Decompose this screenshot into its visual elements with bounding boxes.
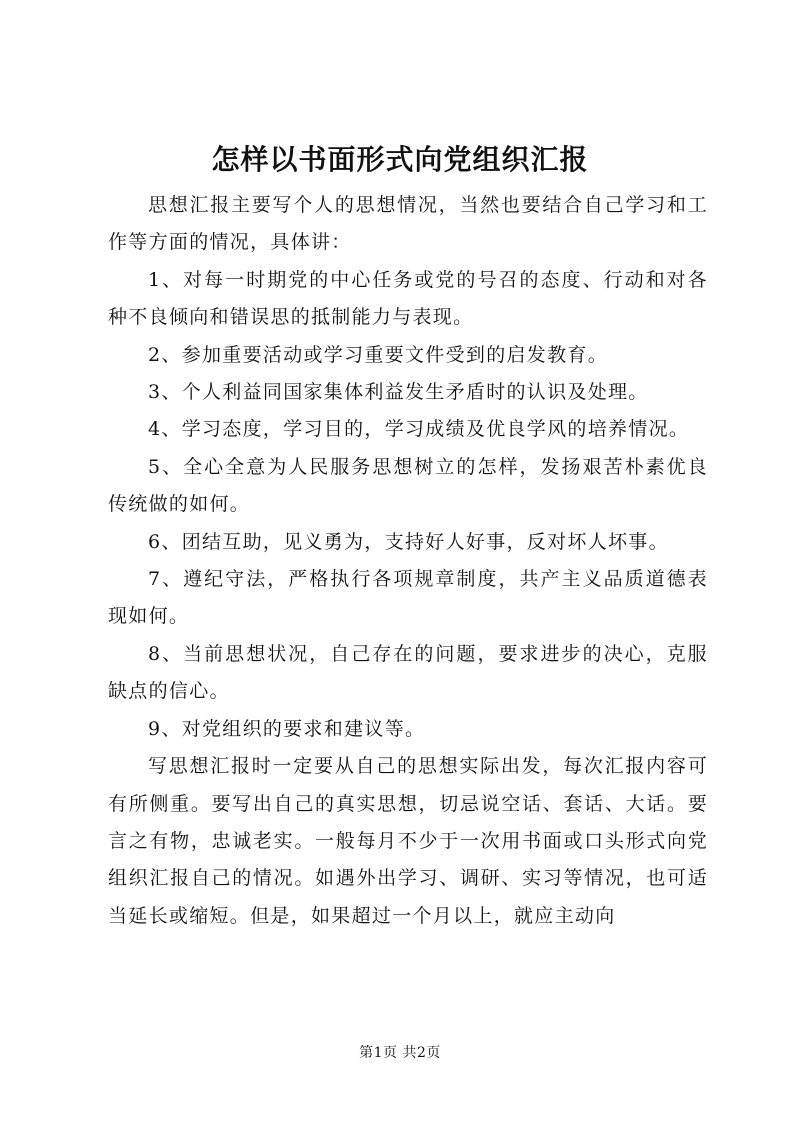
- list-item-4: 4、学习态度，学习目的，学习成绩及优良学风的培养情况。: [148, 418, 690, 441]
- list-item-2: 2、参加重要活动或学习重要文件受到的启发教育。: [148, 343, 608, 366]
- list-item-3: 3、个人利益同国家集体利益发生矛盾时的认识及处理。: [148, 381, 649, 404]
- paragraph-intro: 思想汇报主要写个人的思想情况，当然也要结合自己学习和工作等方面的情况，具体讲：: [108, 194, 708, 254]
- list-item-9: 9、对党组织的要求和建议等。: [148, 717, 426, 740]
- list-item-1: 1、对每一时期党的中心任务或党的号召的态度、行动和对各种不良倾向和错误思的抵制能力与表现。: [108, 268, 708, 329]
- list-item-6: 6、团结互助，见义勇为，支持好人好事，反对坏人坏事。: [148, 530, 669, 553]
- list-item-7: 7、遵纪守法，严格执行各项规章制度，共产主义品质道德表现如何。: [108, 568, 708, 628]
- paragraph-guidance: 写思想汇报时一定要从自己的思想实际出发，每次汇报内容可有所侧重。要写出自己的真实思想，切忌说空话、套话、大话。要言之有物，忠诚老实。一般每月不少于一次用书面或口头形式向党组织汇报自己的情况。如遇外出学习、调研、实习等情况，也可适当延长或缩短。但是，如果超过一个月以上，就应主动向: [108, 755, 708, 927]
- list-item-8: 8、当前思想状况，自己存在的问题，要求进步的决心，克服缺点的信心。: [108, 642, 708, 703]
- list-item-5: 5、全心全意为人民服务思想树立的怎样，发扬艰苦朴素优良传统做的如何。: [108, 455, 708, 516]
- page-footer: 第1页 共2页: [359, 1045, 441, 1061]
- document-body: [108, 187, 708, 935]
- document-title: 怎样以书面形式向党组织汇报: [211, 143, 589, 176]
